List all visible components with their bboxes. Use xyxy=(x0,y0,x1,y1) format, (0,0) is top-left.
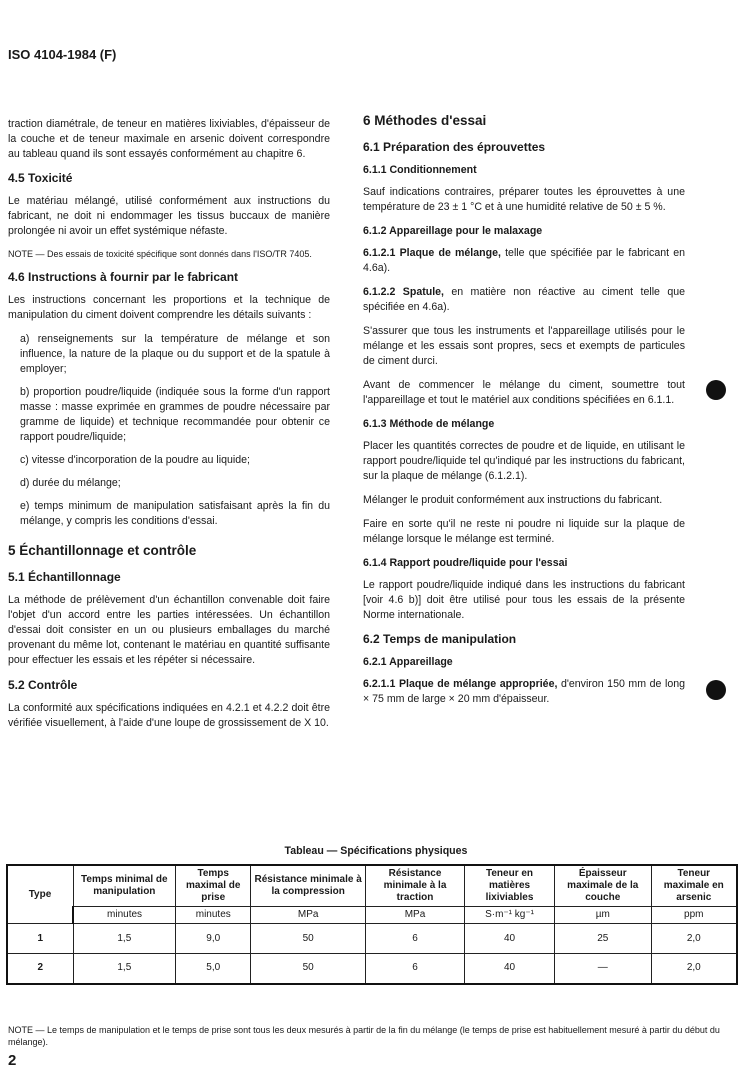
list-item: a) renseignements sur la température de mélange et son influence, la nature de la plaque ou du support et de la spatule à employer; xyxy=(20,333,330,375)
document-header: ISO 4104-1984 (F) xyxy=(8,47,117,62)
section-6-1-1-text: Sauf indications contraires, préparer toutes les éprouvettes à une température de 23 ± 1 °C et à une humidité relative de 50 ± 5 %. xyxy=(363,186,685,213)
unit-cell: S·m⁻¹ kg⁻¹ xyxy=(465,907,555,924)
unit-cell: minutes xyxy=(73,907,176,924)
table-row xyxy=(7,924,737,954)
left-column xyxy=(8,117,330,740)
table-cell: 1,5 xyxy=(73,924,176,954)
section-6-1-2-1-paragraph xyxy=(363,246,685,276)
section-6-2-1-1-text: d'environ 150 mm de long × 75 mm de large × 20 mm d'épaisseur. xyxy=(363,678,685,705)
table-header-row xyxy=(7,865,737,907)
section-6-2-1-1-paragraph xyxy=(363,677,685,707)
section-6-2-heading: 6.2 Temps de manipulation xyxy=(363,632,517,646)
section-5-1-heading: 5.1 Échantillonnage xyxy=(8,570,121,584)
binder-hole-marker xyxy=(706,680,726,700)
section-6-1-2-2-paragraph xyxy=(363,285,685,315)
section-5-2-heading: 5.2 Contrôle xyxy=(8,678,78,692)
table-header-cell: Type xyxy=(7,865,73,924)
section-6-2-1-1-label: 6.2.1.1 Plaque de mélange appropriée, xyxy=(363,678,558,690)
table-row xyxy=(7,954,737,984)
list-item: b) proportion poudre/liquide (indiquée sous la forme d'un rapport masse : masse exprimée en grammes de poudre nécessaire par gramme de liquide) et technique recommandée pour obtenir ce rapport poudre/liquide; xyxy=(20,386,330,443)
page-number: 2 xyxy=(8,1052,17,1069)
table-cell: — xyxy=(554,954,651,984)
table-cell: 6 xyxy=(365,954,464,984)
section-6-1-2-2-text: en matière non réactive au ciment telle que spécifiée en 4.6a). xyxy=(363,286,685,313)
section-6-1-2-2-label: 6.1.2.2 Spatule, xyxy=(363,286,444,298)
section-5-1-text: La méthode de prélèvement d'un échantillon convenable doit faire l'objet d'un accord entre les parties intéressées. Un échantillon d'essai doit consister en un ou plusieurs emballages du marché provenant du même lot, contenant le matériau en quantité suffisante pour effectuer les essais et les répéter si nécessaire. xyxy=(8,594,330,666)
table-cell: 50 xyxy=(251,954,366,984)
section-6-1-2-paragraph-2: Avant de commencer le mélange du ciment, soumettre tout l'appareillage et tout le matériel aux conditions spécifiées en 6.1.1. xyxy=(363,379,685,406)
table-cell: 2,0 xyxy=(651,954,737,984)
unit-cell: MPa xyxy=(365,907,464,924)
table-note: NOTE — Le temps de manipulation et le temps de prise sont tous les deux mesurés à partir de la fin du mélange (le temps de prise est habituellement mesuré à partir du début du mélange). xyxy=(8,1025,720,1047)
table-cell: 25 xyxy=(554,924,651,954)
physical-specifications-table xyxy=(6,864,738,985)
section-6-1-1-heading: 6.1.1 Conditionnement xyxy=(363,164,477,176)
table-cell: 9,0 xyxy=(176,924,251,954)
table-header-cell: Teneur maximale en arsenic xyxy=(651,865,737,907)
section-6-2-1-heading: 6.2.1 Appareillage xyxy=(363,656,453,668)
list-item: c) vitesse d'incorporation de la poudre au liquide; xyxy=(20,454,250,466)
unit-cell: ppm xyxy=(651,907,737,924)
section-6-1-4-text: Le rapport poudre/liquide indiqué dans les instructions du fabricant [voir 4.6 b)] doit être utilisé pour tous les essais de la présente Norme internationale. xyxy=(363,579,685,621)
list-item: e) temps minimum de manipulation satisfaisant après la fin du mélange, y compris les conditions d'essai. xyxy=(20,500,330,527)
table-cell: 40 xyxy=(465,954,555,984)
table-header-cell: Résistance minimale à la traction xyxy=(365,865,464,907)
binder-hole-marker xyxy=(706,380,726,400)
list-item: d) durée du mélange; xyxy=(20,477,121,489)
section-6-1-2-heading: 6.1.2 Appareillage pour le malaxage xyxy=(363,225,543,237)
section-4-6-text: Les instructions concernant les proportions et la technique de manipulation du ciment doivent comprendre les détails suivants : xyxy=(8,294,330,321)
table-units-row xyxy=(7,907,737,924)
table-cell: 6 xyxy=(365,924,464,954)
section-6-1-3-paragraph-2: Mélanger le produit conformément aux instructions du fabricant. xyxy=(363,494,663,506)
section-6-1-3-paragraph-1: Placer les quantités correctes de poudre et de liquide, en utilisant le rapport poudre/liquide tel qu'indiqué par les instructions du fabricant, sur la plaque de mélange (6.1.2.1). xyxy=(363,440,685,482)
unit-cell: minutes xyxy=(176,907,251,924)
section-6-1-heading: 6.1 Préparation des éprouvettes xyxy=(363,140,546,154)
section-6-1-2-paragraph-1: S'assurer que tous les instruments et l'appareillage utilisés pour le mélange et les essais sont propres, secs et exempts de particules de ciment durci. xyxy=(363,325,685,367)
intro-paragraph: traction diamétrale, de teneur en matières lixiviables, d'épaisseur de la couche et de teneur maximale en arsenic doivent correspondre au tableau quand ils sont essayés conformément au chapitre 6. xyxy=(8,118,330,160)
table-header-cell: Résistance minimale à la compression xyxy=(251,865,366,907)
table-cell: 2,0 xyxy=(651,924,737,954)
section-6-1-2-1-label: 6.1.2.1 Plaque de mélange, xyxy=(363,247,501,259)
unit-cell: µm xyxy=(554,907,651,924)
section-4-6-heading: 4.6 Instructions à fournir par le fabricant xyxy=(8,270,239,284)
section-6-1-3-heading: 6.1.3 Méthode de mélange xyxy=(363,418,495,430)
table-header-cell: Temps maximal de prise xyxy=(176,865,251,907)
table-cell: 5,0 xyxy=(176,954,251,984)
section-5-heading: 5 Échantillonnage et contrôle xyxy=(8,543,197,558)
table-cell: 1 xyxy=(7,924,73,954)
table-header-cell: Teneur en matières lixiviables xyxy=(465,865,555,907)
table-header-cell: Épaisseur maximale de la couche xyxy=(554,865,651,907)
table-caption: Tableau — Spécifications physiques xyxy=(284,845,468,857)
table-cell: 40 xyxy=(465,924,555,954)
table-cell: 50 xyxy=(251,924,366,954)
section-6-1-4-heading: 6.1.4 Rapport poudre/liquide pour l'essai xyxy=(363,557,568,569)
section-5-2-text: La conformité aux spécifications indiquées en 4.2.1 et 4.2.2 doit être vérifiée visuellement, à l'aide d'une loupe de grossissement de X 10. xyxy=(8,702,330,729)
table-header-cell: Temps minimal de manipulation xyxy=(73,865,176,907)
section-6-1-3-paragraph-3: Faire en sorte qu'il ne reste ni poudre ni liquide sur la plaque de mélange lorsque le mélange est terminé. xyxy=(363,518,685,545)
table-cell: 1,5 xyxy=(73,954,176,984)
unit-cell: MPa xyxy=(251,907,366,924)
right-column xyxy=(363,113,686,716)
table-cell: 2 xyxy=(7,954,73,984)
section-6-heading: 6 Méthodes d'essai xyxy=(363,113,487,128)
section-4-5-heading: 4.5 Toxicité xyxy=(8,171,73,185)
section-4-5-text: Le matériau mélangé, utilisé conformément aux instructions du fabricant, ne doit ni endommager les tissus buccaux de manière prolongée ni avoir un effet systémique néfaste. xyxy=(8,195,330,237)
section-6-1-2-1-text: telle que spécifiée par le fabricant en 4.6a). xyxy=(363,247,686,274)
section-4-5-note: NOTE — Des essais de toxicité spécifique sont donnés dans l'ISO/TR 7405. xyxy=(8,249,312,259)
